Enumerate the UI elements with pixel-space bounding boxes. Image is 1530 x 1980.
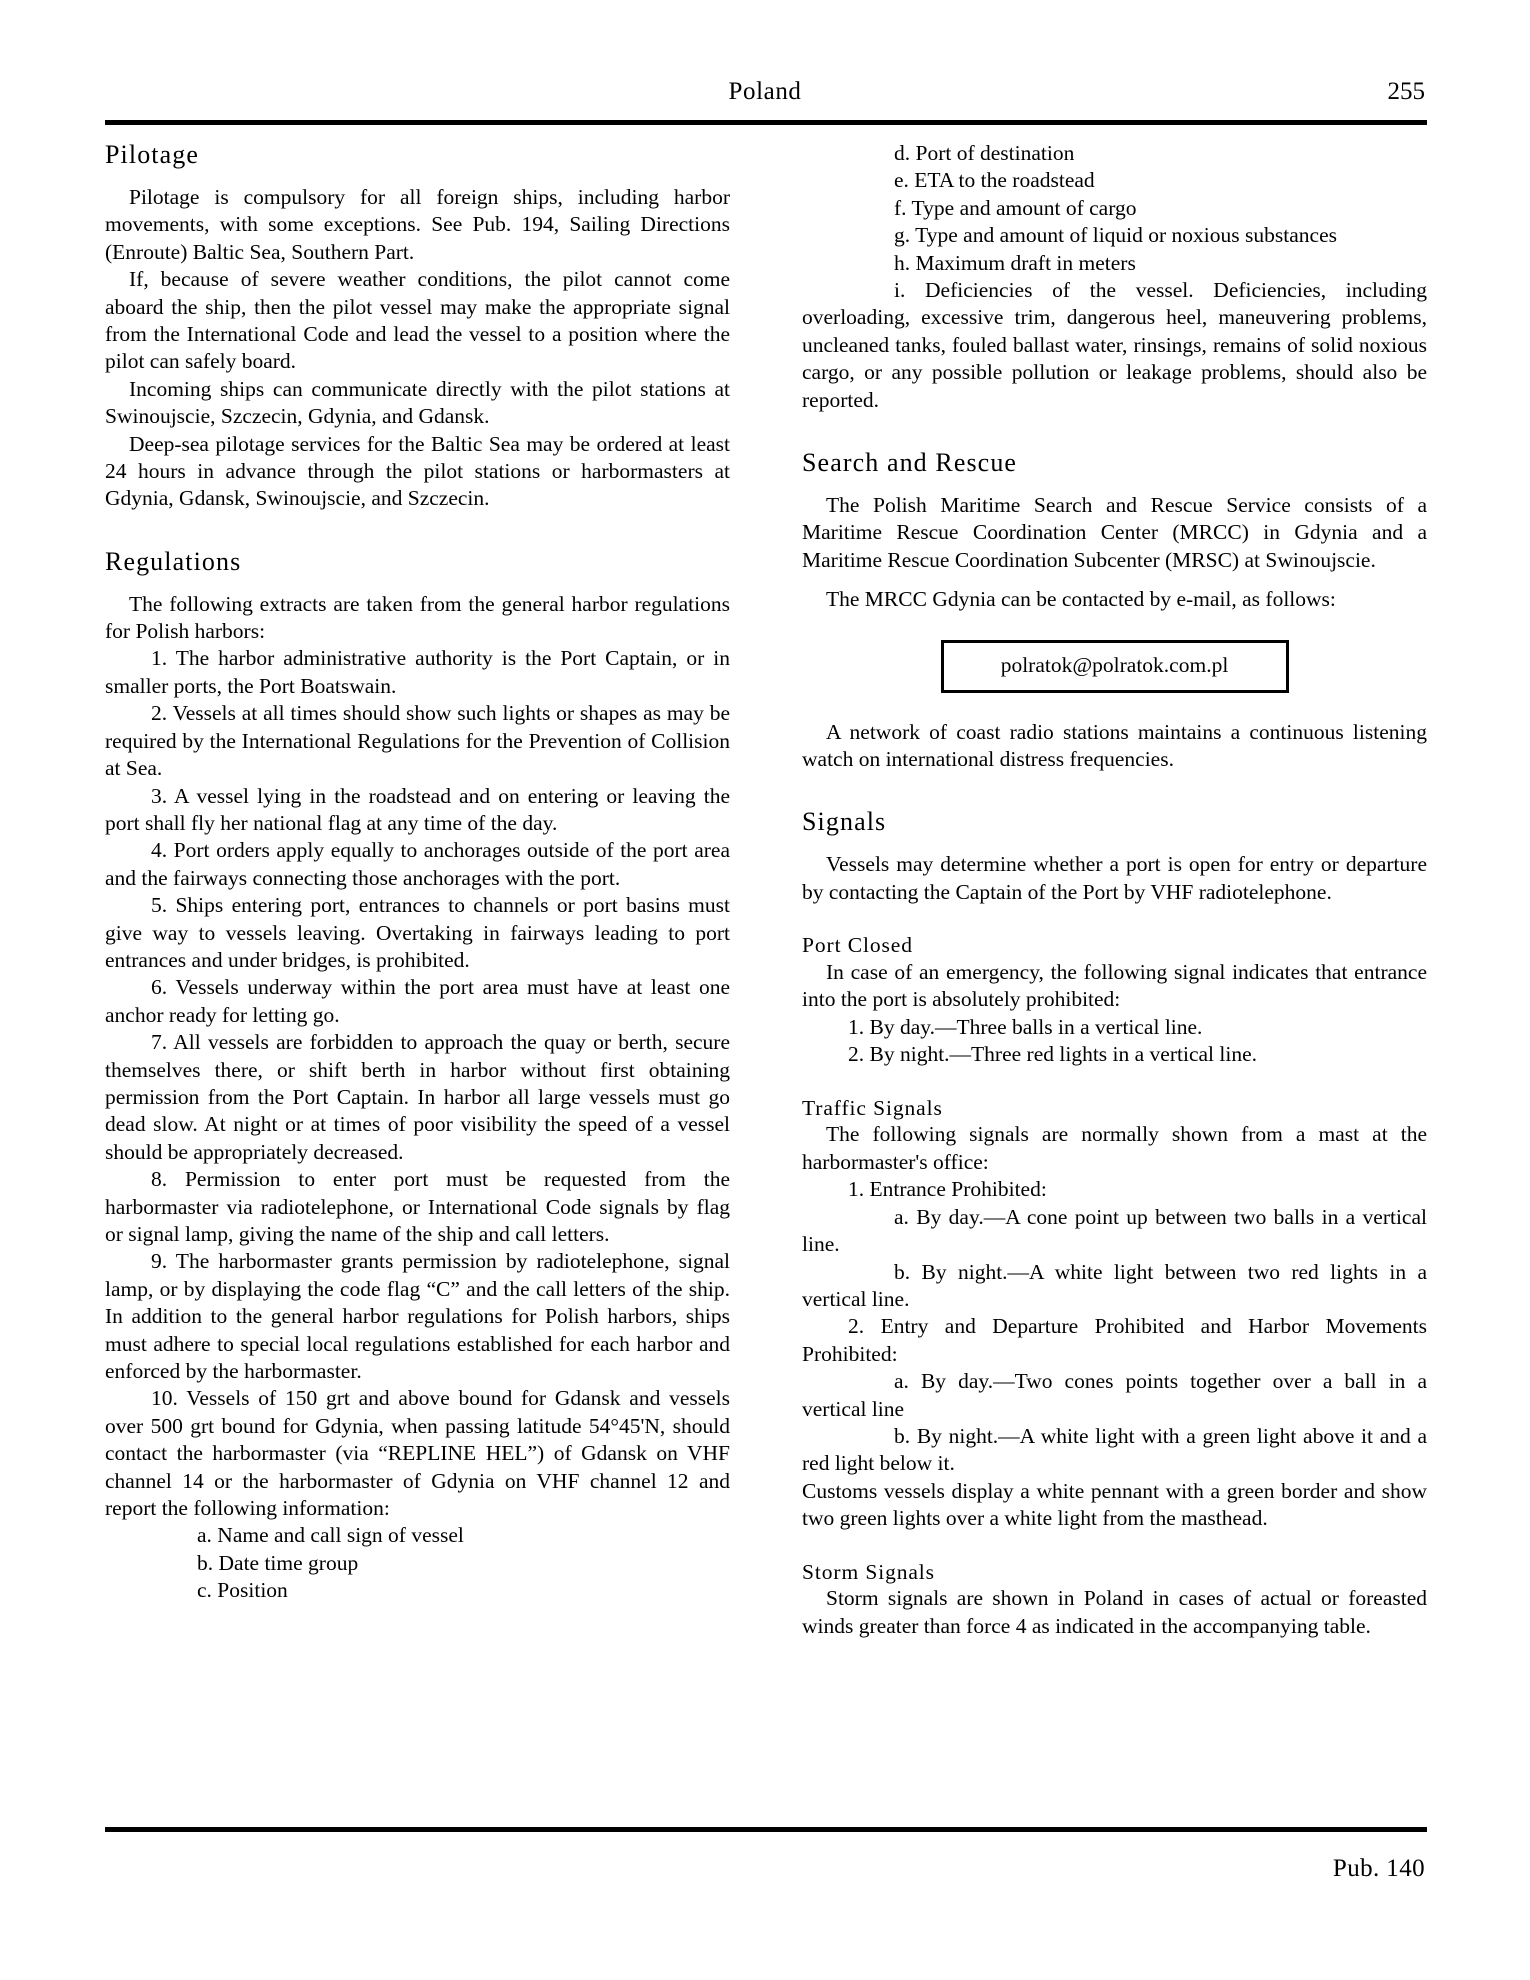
regulation-item: 5. Ships entering port, entrances to channels or port basins must give way to vessels leaving. Overtaking in fairways leading to port entrances and under bridges, is prohibited.: [105, 893, 730, 972]
traffic-signals-item-1-sub: b. By night.—A white light between two red lights in a vertical line.: [802, 1259, 1427, 1311]
running-head: [105, 78, 1425, 112]
regulation-item: 9. The harbormaster grants permission by radiotelephone, signal lamp, or by displaying the code flag “C” and the call letters of the ship. In addition to the general harbor regulations for Polish harbors, ships must adhere to special local regulations established for each harbor and enforced by the harbormaster.: [105, 1249, 730, 1384]
regulation-item: 3. A vessel lying in the roadstead and on entering or leaving the port shall fly her national flag at any time of the day.: [105, 783, 730, 835]
report-subitem: f. Type and amount of cargo: [894, 195, 1137, 220]
report-subitem: e. ETA to the roadstead: [894, 168, 1095, 193]
regulations-intro: The following extracts are taken from the general harbor regulations for Polish harbors:: [105, 591, 730, 644]
subheading-port-closed: Port Closed: [802, 933, 913, 958]
traffic-signals-closing: Customs vessels display a white pennant with a green border and show two green lights over a white light from the masthead.: [802, 1478, 1427, 1531]
port-closed-item: 1. By day.—Three balls in a vertical line.: [848, 1014, 1203, 1039]
section-gap: [105, 513, 730, 547]
signals-intro: Vessels may determine whether a port is open for entry or departure by contacting the Captain of the Port by VHF radiotelephone.: [802, 852, 1427, 904]
port-closed-item: 2. By night.—Three red lights in a vertical line.: [848, 1042, 1257, 1067]
report-subitem: d. Port of destination: [894, 141, 1075, 165]
pilotage-paragraph-1: Pilotage is compulsory for all foreign ships, including harbor movements, with some exceptions. See Pub. 194, Sailing Directions (Enroute) Baltic Sea, Southern Part.: [105, 184, 730, 264]
section-gap: [802, 414, 1427, 448]
sar-paragraph-1: The Polish Maritime Search and Rescue Service consists of a Maritime Rescue Coordination Center (MRCC) in Gdynia and a Maritime Rescue Coordination Subcenter (MRSC) at Swinoujscie.: [802, 492, 1427, 572]
regulation-item: 1. The harbor administrative authority is the Port Captain, or in smaller ports, the Port Boatswain.: [105, 646, 730, 698]
traffic-signals-item-1-sub: a. By day.—A cone point up between two balls in a vertical line.: [802, 1204, 1427, 1257]
left-column: [105, 140, 730, 1605]
regulation-subitem: a. Name and call sign of vessel: [197, 1523, 464, 1548]
mrcc-email-address[interactable]: polratok@polratok.com.pl: [941, 640, 1289, 693]
heading-regulations: Regulations: [105, 546, 242, 576]
pilotage-paragraph-3: Incoming ships can communicate directly with the pilot stations at Swinoujscie, Szczecin, Gdynia, and Gdansk.: [105, 376, 730, 429]
regulation-item: 10. Vessels of 150 grt and above bound for Gdansk and vessels over 500 grt bound for Gdynia, when passing latitude 54°45'N, should contact the harbormaster (via “REPLINE HEL”) of Gdansk on VHF channel 14 or the harbormaster of Gdynia on VHF channel 12 and report the following information:: [105, 1386, 730, 1521]
regulation-item: 8. Permission to enter port must be requested from the harbormaster via radiotelephone, or International Code signals by flag or signal lamp, giving the name of the ship and call letters.: [105, 1167, 730, 1246]
regulation-item: 2. Vessels at all times should show such lights or shapes as may be required by the International Regulations for the Prevention of Collision at Sea.: [105, 701, 730, 781]
report-subitem: g. Type and amount of liquid or noxious substances: [894, 223, 1337, 248]
traffic-signals-item-2-sub: a. By day.—Two cones points together over a ball in a vertical line: [802, 1369, 1427, 1421]
section-gap: [802, 773, 1427, 807]
heading-search-and-rescue: Search and Rescue: [802, 448, 1018, 478]
traffic-signals-item-2-sub: b. By night.—A white light with a green light above it and a red light below it.: [802, 1423, 1427, 1476]
pilotage-paragraph-4: Deep-sea pilotage services for the Baltic Sea may be ordered at least 24 hours in advance through the pilot stations or harbormasters at Gdynia, Gdansk, Swinoujscie, and Szczecin.: [105, 431, 730, 511]
storm-signals-text: Storm signals are shown in Poland in cases of actual or foreasted winds greater than force 4 as indicated in the accompanying table.: [802, 1586, 1427, 1638]
subheading-traffic-signals: Traffic Signals: [802, 1095, 943, 1120]
regulation-item: 4. Port orders apply equally to anchorages outside of the port area and the fairways connecting those anchorages with the port.: [105, 838, 730, 890]
regulation-item: 7. All vessels are forbidden to approach the quay or berth, secure themselves there, or shift berth in harbor without first obtaining permission from the Port Captain. In harbor all large vessels must go dead slow. At night or at times of poor visibility the speed of a vessel should be appropriately decreased.: [105, 1030, 730, 1164]
port-closed-intro: In case of an emergency, the following signal indicates that entrance into the port is absolutely prohibited:: [802, 959, 1427, 1012]
regulation-item: 6. Vessels underway within the port area must have at least one anchor ready for letting go.: [105, 975, 730, 1027]
report-subitem: h. Maximum draft in meters: [894, 250, 1136, 275]
header-rule: [105, 120, 1427, 125]
traffic-signals-item-1: 1. Entrance Prohibited:: [848, 1177, 1047, 1202]
regulation-subitem: b. Date time group: [197, 1550, 359, 1575]
publication-footer: Pub. 140: [1332, 1855, 1425, 1882]
right-column: [802, 140, 1427, 1640]
page-number: 255: [1387, 78, 1425, 105]
paragraph-gap: [802, 574, 1427, 586]
report-subitem: i. Deficiencies of the vessel. Deficiencies, including overloading, excessive trim, dangerous heel, maneuvering problems, uncleaned tanks, fouled ballast water, rinsings, remains of solid noxious cargo, or any possible pollution or leakage problems, should also be reported.: [802, 278, 1427, 412]
running-title: Poland: [728, 78, 802, 105]
traffic-signals-intro: The following signals are normally shown from a mast at the harbormaster's office:: [802, 1122, 1427, 1174]
heading-signals: Signals: [802, 807, 887, 837]
traffic-signals-item-2: 2. Entry and Departure Prohibited and Harbor Movements Prohibited:: [802, 1314, 1427, 1366]
sar-paragraph-2: The MRCC Gdynia can be contacted by e-mail, as follows:: [826, 587, 1336, 612]
subheading-storm-signals: Storm Signals: [802, 1559, 935, 1584]
sar-paragraph-3: A network of coast radio stations maintains a continuous listening watch on international distress frequencies.: [802, 719, 1427, 771]
footer-rule: [105, 1827, 1427, 1832]
pilotage-paragraph-2: If, because of severe weather conditions, the pilot cannot come aboard the ship, then the pilot vessel may make the appropriate signal from the International Code and lead the vessel to a position where the pilot can safely board.: [105, 267, 730, 374]
regulation-subitem: c. Position: [197, 1578, 288, 1603]
heading-pilotage: Pilotage: [105, 140, 200, 169]
email-box-wrapper: [802, 640, 1427, 693]
